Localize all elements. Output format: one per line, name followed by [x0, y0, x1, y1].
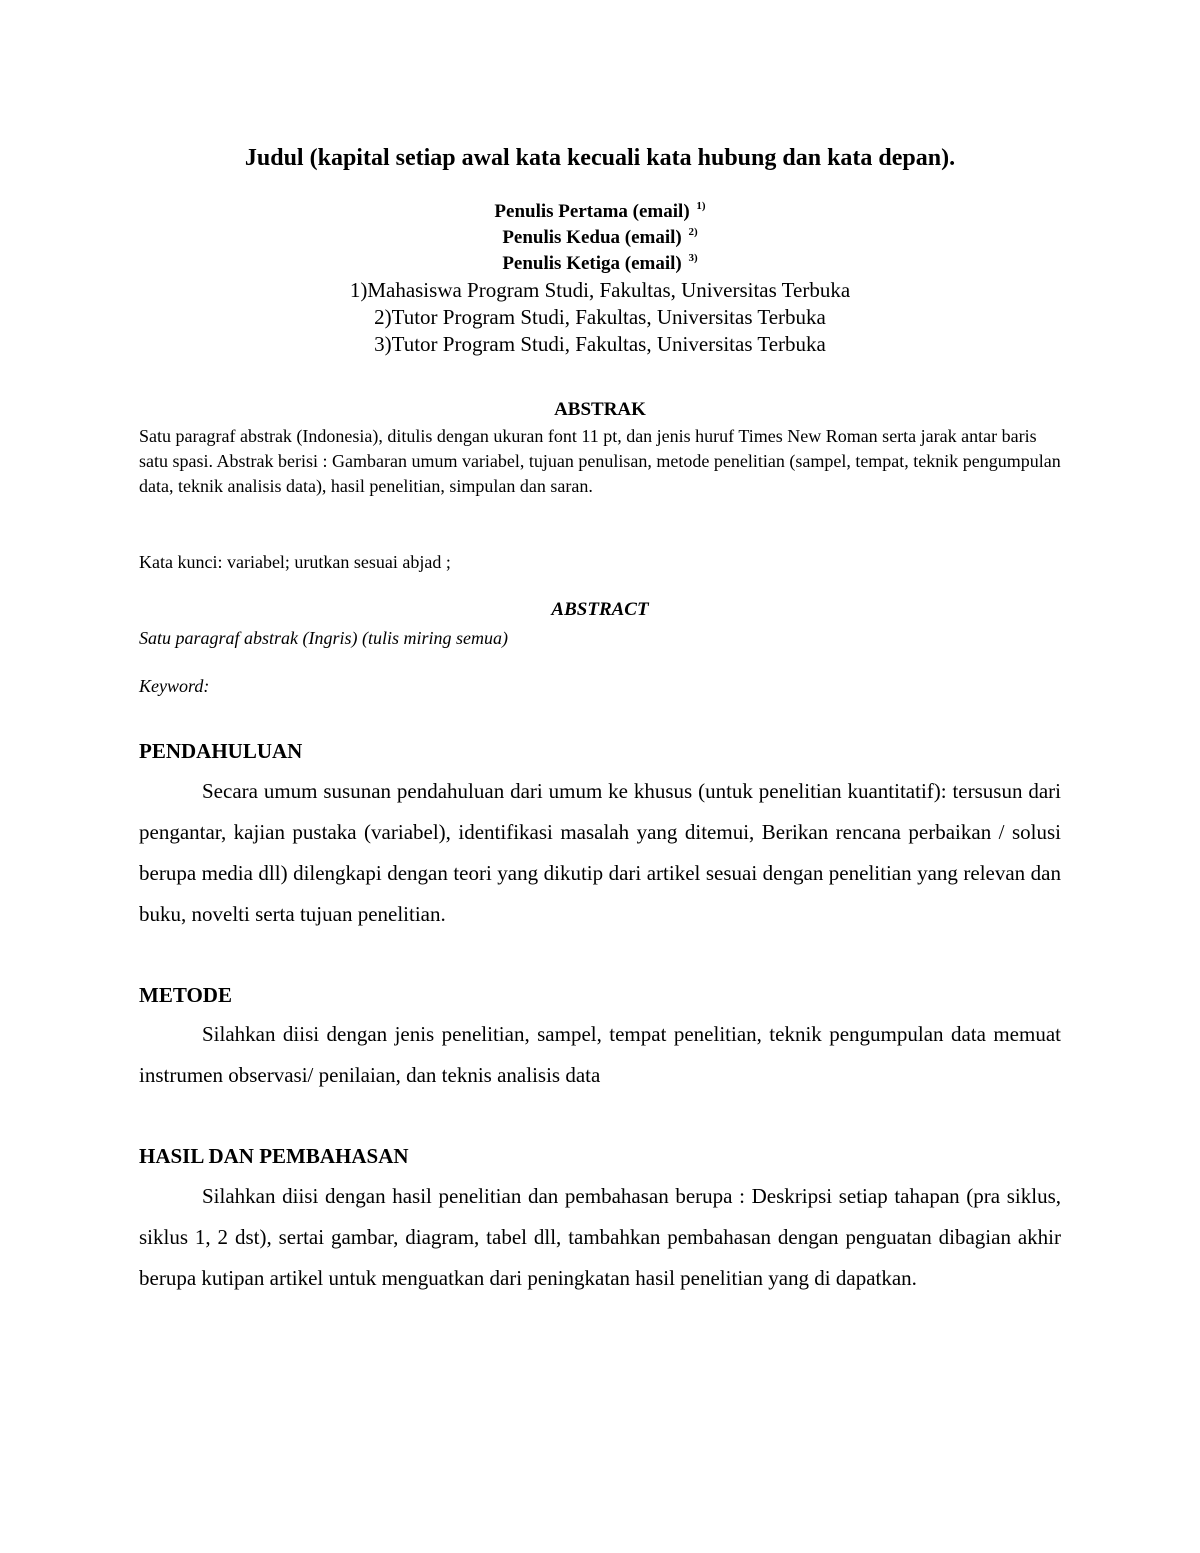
- author-line: [139, 251, 1061, 277]
- abstract-en-heading: ABSTRACT: [551, 599, 649, 620]
- affiliation-line: 2)Tutor Program Studi, Fakultas, Universitas Terbuka: [374, 305, 826, 329]
- author-line: [139, 225, 1061, 251]
- section-heading-metode: METODE: [139, 983, 232, 1007]
- keywords-id: Kata kunci: variabel; urutkan sesuai abjad ;: [139, 552, 451, 572]
- author-name: Penulis Ketiga (email): [502, 253, 682, 274]
- section-heading-pendahuluan: PENDAHULUAN: [139, 739, 303, 763]
- author-name: Penulis Kedua (email): [502, 227, 682, 248]
- affiliation-line: 3)Tutor Program Studi, Fakultas, Universitas Terbuka: [374, 332, 826, 356]
- section-body-metode: Silahkan diisi dengan jenis penelitian, sampel, tempat penelitian, teknik pengumpulan data memuat instrumen observasi/ penilaian, dan teknis analisis data: [139, 1022, 1061, 1087]
- section-body-pendahuluan: Secara umum susunan pendahuluan dari umum ke khusus (untuk penelitian kuantitatif): tersusun dari pengantar, kajian pustaka (variabel), identifikasi masalah yang ditemui, Berikan rencana perbaikan / solusi berupa media dll) dilengkapi dengan teori yang dikutip dari artikel sesuai dengan penelitian yang relevan dan buku, novelti serta tujuan penelitian.: [139, 779, 1061, 926]
- abstract-en-text: Satu paragraf abstrak (Ingris) (tulis miring semua): [139, 628, 508, 648]
- author-list: [139, 199, 1061, 277]
- abstract-heading: ABSTRAK: [554, 399, 646, 420]
- keywords-en: Keyword:: [139, 676, 210, 696]
- section-body-hasil: Silahkan diisi dengan hasil penelitian dan pembahasan berupa : Deskripsi setiap tahapan (pra siklus, siklus 1, 2 dst), sertai gambar, diagram, tabel dll, tambahkan pembahasan dengan penguatan dibagian akhir berupa kutipan artikel untuk menguatkan dari peningkatan hasil penelitian yang di dapatkan.: [139, 1184, 1061, 1290]
- affiliation-list: [139, 277, 1061, 358]
- author-mark: 2): [688, 226, 698, 238]
- author-mark: 3): [688, 252, 698, 264]
- affiliation-line: 1)Mahasiswa Program Studi, Fakultas, Universitas Terbuka: [349, 278, 851, 302]
- paper-title: Judul (kapital setiap awal kata kecuali kata hubung dan kata depan).: [244, 145, 956, 171]
- author-mark: 1): [696, 200, 706, 212]
- abstract-text: Satu paragraf abstrak (Indonesia), ditulis dengan ukuran font 11 pt, dan jenis huruf Times New Roman serta jarak antar baris satu spasi. Abstrak berisi : Gambaran umum variabel, tujuan penulisan, metode penelitian (sampel, tempat, teknik pengumpulan data, teknik analisis data), hasil penelitian, simpulan dan saran.: [139, 426, 1061, 496]
- section-heading-hasil: HASIL DAN PEMBAHASAN: [139, 1144, 409, 1168]
- author-name: Penulis Pertama (email): [494, 201, 690, 222]
- author-line: [139, 199, 1061, 225]
